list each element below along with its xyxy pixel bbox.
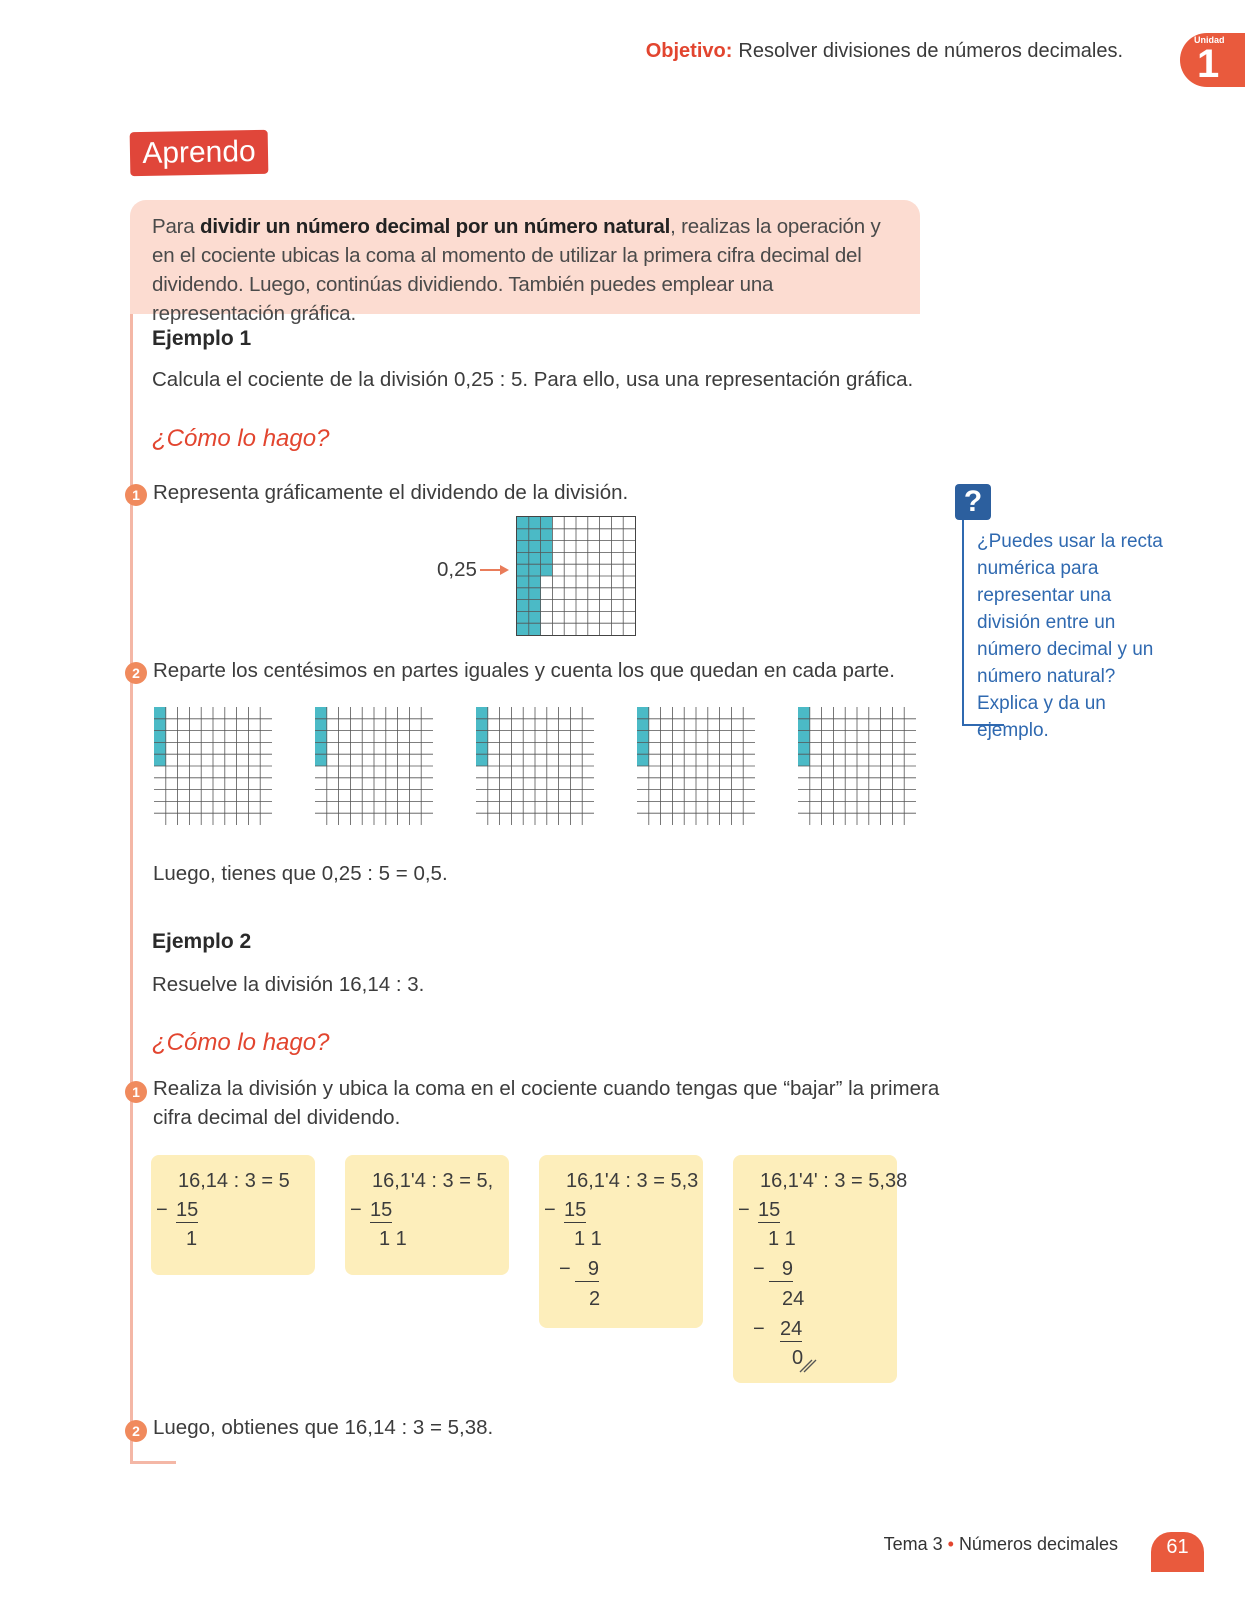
intro-bold: dividir un número decimal por un número natural xyxy=(200,215,671,238)
hundred-grid-part-1 xyxy=(154,707,272,825)
division-3-line: 2 xyxy=(589,1288,601,1310)
question-icon: ? xyxy=(955,484,991,520)
unit-label: Unidad xyxy=(1194,35,1225,45)
minus-sign: − xyxy=(544,1199,556,1221)
minus-sign: − xyxy=(753,1258,765,1280)
division-2-line: 15 xyxy=(370,1199,393,1221)
example1-step1-text: Representa gráficamente el dividendo de la división. xyxy=(153,481,629,504)
minus-sign: − xyxy=(156,1199,168,1221)
division-1-line: 15 xyxy=(176,1199,199,1221)
side-question-text: ¿Puedes usar la recta numérica para representar una división entre un número decimal y un número natural? Explica y da un ejemplo. xyxy=(977,531,1163,741)
hundred-grid-part-2 xyxy=(315,707,433,825)
example1-conclusion: Luego, tienes que 0,25 : 5 = 0,5. xyxy=(153,862,448,885)
minus-sign: − xyxy=(753,1318,765,1340)
example2-step1-line1: Realiza la división y ubica la coma en el cociente cuando tengas que “bajar” la primera xyxy=(153,1077,940,1100)
arrow-icon xyxy=(480,564,510,576)
division-4-line: 24 xyxy=(782,1288,805,1310)
section-badge: Aprendo xyxy=(130,130,269,176)
intro-text xyxy=(152,212,902,328)
division-2-head: 16,1'4 : 3 = 5, xyxy=(372,1170,494,1192)
division-1-line: 1 xyxy=(186,1228,198,1250)
example2-step2-text: Luego, obtienes que 16,14 : 3 = 5,38. xyxy=(153,1416,494,1439)
example1-step1-number: 1 xyxy=(125,484,147,506)
division-4-line: 1 1 xyxy=(768,1228,796,1250)
hundred-grid-part-4 xyxy=(637,707,755,825)
objective-label: Objetivo: xyxy=(645,40,733,62)
remainder-zero-mark-icon xyxy=(798,1356,818,1374)
objective-text: Resolver divisiones de números decimales. xyxy=(738,40,1123,62)
example2-statement: Resuelve la división 16,14 : 3. xyxy=(152,973,425,996)
hundred-grid-main xyxy=(516,516,636,636)
intro-part2: , realizas la operación y en el cociente ubicas la coma al momento de utilizar la primera cifra decimal del dividendo. Luego, continúas dividiendo. También puedes emplear una representación gráfica. xyxy=(152,215,881,325)
example2-how-title: ¿Cómo lo hago? xyxy=(152,1029,330,1056)
division-3-line: 9 xyxy=(575,1258,599,1282)
example1-step2-number: 2 xyxy=(125,662,147,684)
division-4-line: 9 xyxy=(769,1258,793,1282)
division-4-line: 0 xyxy=(792,1347,804,1369)
division-3-line: 1 1 xyxy=(574,1228,602,1250)
division-4-line: 15 xyxy=(758,1199,781,1221)
example2-step1-line2: cifra decimal del dividendo. xyxy=(153,1106,401,1129)
division-2-line: 1 1 xyxy=(379,1228,407,1250)
hundred-grid-part-3 xyxy=(476,707,594,825)
intro-part1: Para xyxy=(152,215,200,238)
example2-step1-number: 1 xyxy=(125,1081,147,1103)
example1-statement: Calcula el cociente de la división 0,25 : 5. Para ello, usa una representación gráfica. xyxy=(152,368,914,391)
division-3-head: 16,1'4 : 3 = 5,3 xyxy=(566,1170,699,1192)
page-number: 61 xyxy=(1166,1536,1189,1558)
example1-title: Ejemplo 1 xyxy=(152,327,252,350)
example1-how-title: ¿Cómo lo hago? xyxy=(152,425,330,452)
division-4-line: 24 xyxy=(780,1318,803,1340)
minus-sign: − xyxy=(350,1199,362,1221)
hundred-grid-part-5 xyxy=(798,707,916,825)
unit-number: 1 xyxy=(1197,42,1220,86)
left-rule-foot xyxy=(130,1461,176,1464)
footer-topic-name: Números decimales xyxy=(958,1534,1118,1554)
example2-step2-number: 2 xyxy=(125,1420,147,1442)
side-rule xyxy=(962,520,964,726)
objective-line xyxy=(646,40,1123,63)
footer-topic xyxy=(884,1534,1118,1555)
division-3-line: 15 xyxy=(564,1199,587,1221)
minus-sign: − xyxy=(738,1199,750,1221)
footer-dot: • xyxy=(947,1534,954,1554)
example1-step2-text: Reparte los centésimos en partes iguales y cuenta los que quedan en cada parte. xyxy=(153,659,895,682)
minus-sign: − xyxy=(559,1258,571,1280)
example2-title: Ejemplo 2 xyxy=(152,930,252,953)
division-1-head: 16,14 : 3 = 5 xyxy=(178,1170,290,1192)
footer-tema: Tema 3 xyxy=(883,1534,943,1554)
grid-label: 0,25 xyxy=(437,558,477,581)
division-4-head: 16,1'4' : 3 = 5,38 xyxy=(760,1170,908,1192)
